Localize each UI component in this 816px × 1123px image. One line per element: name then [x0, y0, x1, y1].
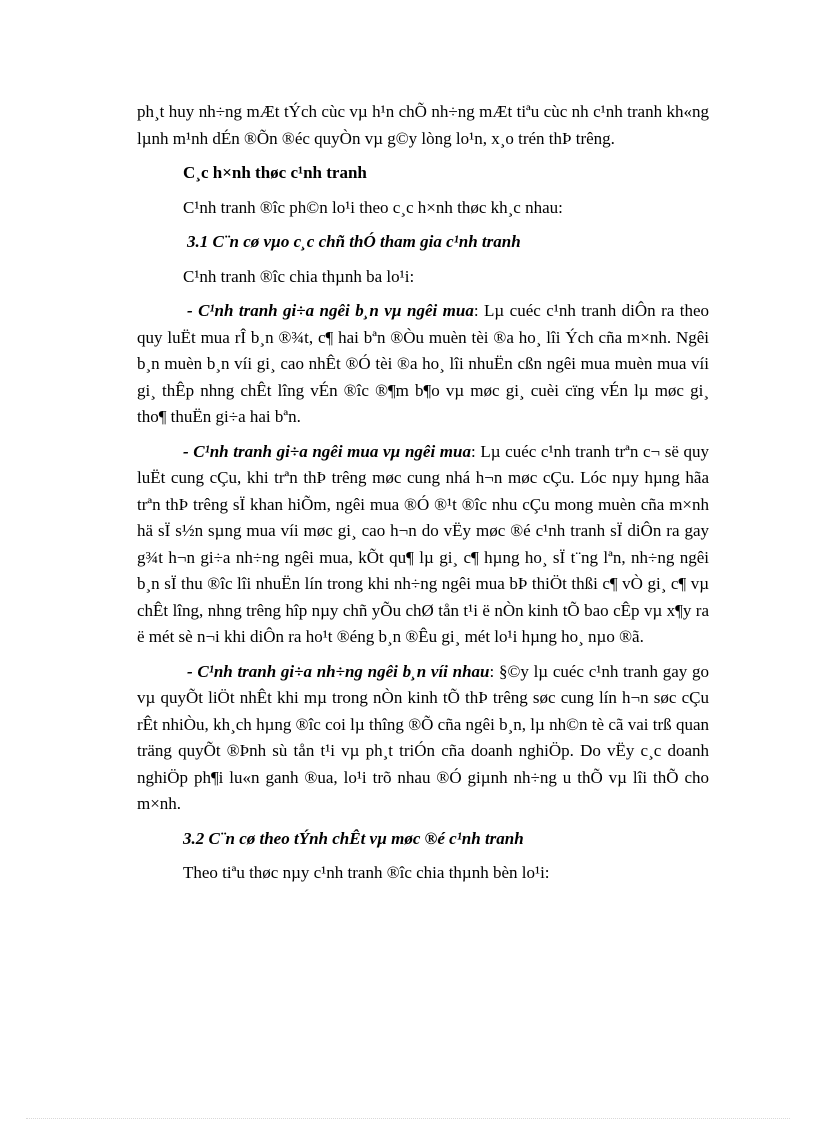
paragraph-buyer-buyer	[137, 439, 709, 651]
page-bottom-divider	[26, 1118, 790, 1119]
subsection-heading-3-1: 3.1 C¨n cø vµo c¸c chñ thÓ tham gia c¹nh tranh	[187, 232, 521, 251]
subsection-heading-3-2: 3.2 C¨n cø theo tÝnh chÊt vµ møc ®é c¹nh tranh	[183, 828, 524, 848]
paragraph-intro-continuation: ph¸t huy nh÷ng mÆt tÝch cùc vµ h¹n chÕ nh÷ng mÆt tiªu cùc nh c¹nh tranh kh«ng lµnh m¹nh dÉn ®Õn ®éc quyÒn vµ g©y lòng lo¹n, x¸o trén thÞ trêng.	[137, 102, 709, 148]
paragraph-forms-intro: C¹nh tranh ®îc ph©n lo¹i theo c¸c h×nh thøc kh¸c nhau:	[183, 197, 563, 217]
item-label-buyer-buyer: - C¹nh tranh gi÷a ngêi mua vµ ngêi mua	[183, 441, 471, 461]
section-heading-forms: C¸c h×nh thøc c¹nh tranh	[183, 163, 367, 182]
paragraph-four-types: Theo tiªu thøc nµy c¹nh tranh ®îc chia thµnh bèn lo¹i:	[183, 863, 550, 882]
item-label-seller-buyer: - C¹nh tranh gi÷a ngêi b¸n vµ ngêi mua	[187, 301, 474, 320]
item-text-seller-seller: : §©y lµ cuéc c¹nh tranh gay go vµ quyÕt liÖt nhÊt khi mµ trong nÒn kinh tÕ thÞ trêng søc cung lín h¬n søc cÇu rÊt nhiÒu, kh¸ch hµng ®îc coi lµ thîng ®Õ cña ngêi b¸n, lµ nh©n tè cã vai trß quan träng quyÕt ®Þnh sù tån t¹i vµ ph¸t triÓn cña doanh nghiÖp. Do vËy c¸c doanh nghiÖp ph¶i lu«n ganh ®ua, lo¹i trõ nhau ®Ó giµnh nh÷ng u thÕ vµ lîi thÕ cho m×nh.	[137, 661, 709, 813]
item-text-seller-buyer: : Lµ cuéc c¹nh tranh diÔn ra theo quy luËt mua rÎ b¸n ®¾t, c¶ hai bªn ®Òu muèn tèi ®a ho¸ lîi Ých cña m×nh. Ngêi b¸n muèn b¸n víi gi¸ cao nhÊt ®Ó tèi ®a ho¸ lîi nhuËn cßn ngêi mua muèn mua víi gi¸ thÊp nhng chÊt lîng vÉn ®îc ®¶m b¶o vµ møc gi¸ cuèi cïng vÉn lµ møc gi¸ tho¶ thuËn gi÷a hai bªn.	[137, 301, 710, 426]
paragraph-seller-seller	[137, 659, 709, 818]
paragraph-seller-buyer	[137, 298, 709, 431]
document-body	[137, 99, 709, 887]
item-label-seller-seller: - C¹nh tranh gi÷a nh÷ng ngêi b¸n víi nhau	[187, 661, 490, 681]
paragraph-three-types: C¹nh tranh ®îc chia thµnh ba lo¹i:	[183, 266, 415, 286]
item-text-buyer-buyer: : Lµ cuéc c¹nh tranh trªn c¬ së quy luËt cung cÇu, khi trªn thÞ trêng møc cung nhá h¬n møc cÇu. Lóc nµy hµng hãa trªn thÞ trêng sÏ khan hiÕm, ngêi mua ®Ó ®¹t ®îc nhu cÇu mong muèn cña m×nh hä sÏ s½n sµng mua víi møc gi¸ cao h¬n do vËy møc ®é c¹nh tranh sÏ diÔn ra gay g¾t h¬n gi÷a nh÷ng ngêi mua, kÕt qu¶ lµ gi¸ c¶ hµng ho¸ sÏ t¨ng lªn, nh÷ng ngêi b¸n sÏ thu ®îc lîi nhuËn lín trong khi nh÷ng ngêi mua bÞ thiÖt thßi c¶ vÒ gi¸ c¶ vµ chÊt lîng, nhng trêng hîp nµy chñ yÕu chØ tån t¹i ë nÒn kinh tÕ bao cÊp vµ x¶y ra ë mét sè n¬i khi diÔn ra ho¹t ®éng b¸n ®Êu gi¸ mét lo¹i hµng ho¸ nµo ®ã.	[137, 441, 709, 646]
